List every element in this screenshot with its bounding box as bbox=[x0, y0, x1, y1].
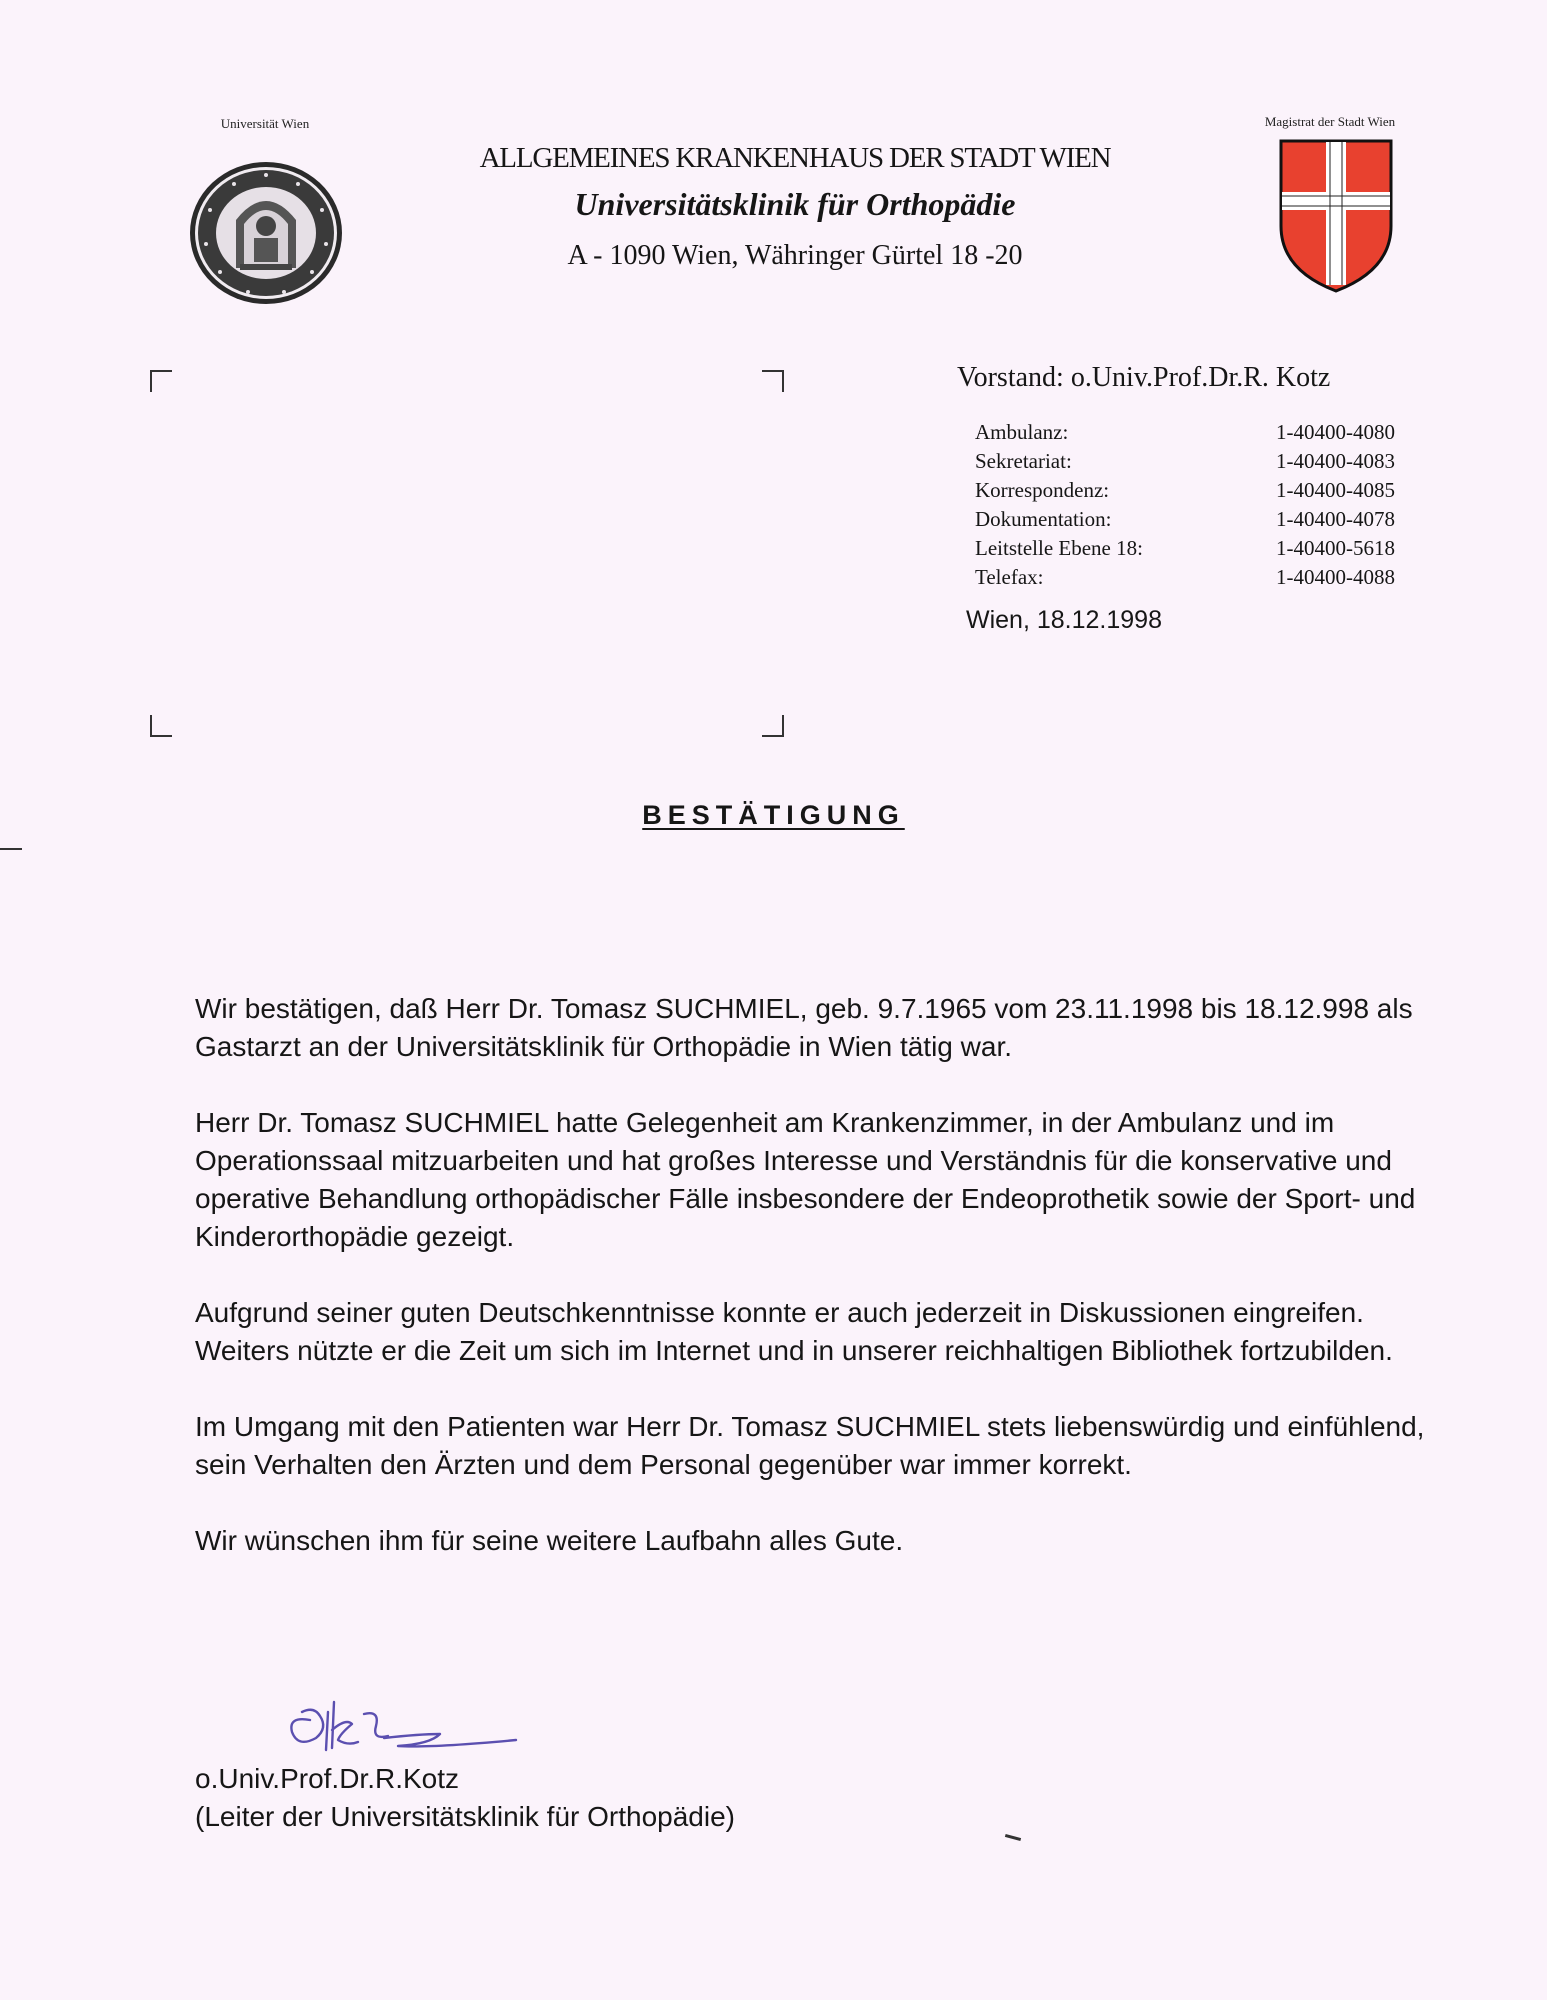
body-paragraph: Wir wünschen ihm für seine weitere Laufbahn alles Gute. bbox=[195, 1525, 904, 1556]
document-title bbox=[0, 800, 1547, 831]
body-paragraph: Im Umgang mit den Patienten war Herr Dr. Tomasz SUCHMIEL stets liebenswürdig und einfühlend, sein Verhalten den Ärzten und dem Personal gegenüber war immer korrekt. bbox=[195, 1411, 1425, 1480]
magistrate-label: Magistrat der Stadt Wien bbox=[1264, 114, 1396, 129]
handwritten-signature bbox=[280, 1690, 520, 1770]
contact-row bbox=[975, 505, 1395, 534]
address-window-corner bbox=[150, 715, 172, 737]
scan-speck bbox=[1005, 1834, 1021, 1841]
body-paragraph: Herr Dr. Tomasz SUCHMIEL hatte Gelegenheit am Krankenzimmer, in der Ambulanz und im Operationssaal mitzuarbeiten und hat großes Interesse und Verständnis für die konservative und operative Behandlung orthopädischer Fälle insbesondere der Endeoprothetik sowie der Sport- und Kinderorthopädie gezeigt. bbox=[195, 1107, 1416, 1252]
contact-number: 1-40400-4085 bbox=[1276, 478, 1395, 502]
contact-number: 1-40400-4080 bbox=[1276, 420, 1395, 444]
contact-number: 1-40400-4083 bbox=[1276, 449, 1395, 473]
address-window-corner bbox=[762, 715, 784, 737]
institution-name: ALLGEMEINES KRANKENHAUS DER STADT WIEN bbox=[479, 142, 1111, 174]
signatory-name: o.Univ.Prof.Dr.R.Kotz bbox=[195, 1763, 460, 1794]
letter-date: Wien, 18.12.1998 bbox=[966, 606, 1162, 634]
university-seal-icon bbox=[188, 160, 344, 306]
address-window-corner bbox=[762, 370, 784, 392]
contact-row bbox=[975, 563, 1395, 592]
contact-row bbox=[975, 476, 1395, 505]
letter-body bbox=[195, 990, 1435, 1598]
contact-label: Telefax: bbox=[975, 565, 1044, 589]
contact-row bbox=[975, 447, 1395, 476]
signatory-role: (Leiter der Universitätsklinik für Orthopädie) bbox=[195, 1801, 735, 1832]
body-paragraph: Wir bestätigen, daß Herr Dr. Tomasz SUCHMIEL, geb. 9.7.1965 vom 23.11.1998 bis 18.12.998 als Gastarzt an der Universitätsklinik für Orthopädie in Wien tätig war. bbox=[195, 993, 1413, 1062]
contact-label: Korrespondenz: bbox=[975, 478, 1110, 502]
body-paragraph: Aufgrund seiner guten Deutschkenntnisse konnte er auch jederzeit in Diskussionen eingreifen. Weiters nützte er die Zeit um sich im Internet und in unserer reichhaltigen Bibliothek fortzubilden. bbox=[195, 1297, 1393, 1366]
contact-list bbox=[975, 418, 1395, 592]
contact-label: Leitstelle Ebene 18: bbox=[975, 536, 1143, 560]
contact-number: 1-40400-5618 bbox=[1276, 536, 1395, 560]
director-line: Vorstand: o.Univ.Prof.Dr.R. Kotz bbox=[957, 362, 1331, 393]
clinic-name: Universitätsklinik für Orthopädie bbox=[574, 186, 1016, 222]
contact-row bbox=[975, 534, 1395, 563]
clinic-address: A - 1090 Wien, Währinger Gürtel 18 -20 bbox=[567, 240, 1023, 271]
fold-mark bbox=[0, 848, 22, 850]
contact-number: 1-40400-4078 bbox=[1276, 507, 1395, 531]
vienna-crest-icon bbox=[1278, 138, 1394, 294]
contact-row bbox=[975, 418, 1395, 447]
university-label: Universität Wien bbox=[220, 116, 310, 131]
contact-label: Ambulanz: bbox=[975, 420, 1069, 444]
contact-label: Dokumentation: bbox=[975, 507, 1112, 531]
contact-label: Sekretariat: bbox=[975, 449, 1072, 473]
document-title-text: BESTÄTIGUNG bbox=[642, 800, 905, 830]
address-window-corner bbox=[150, 370, 172, 392]
contact-number: 1-40400-4088 bbox=[1276, 565, 1395, 589]
